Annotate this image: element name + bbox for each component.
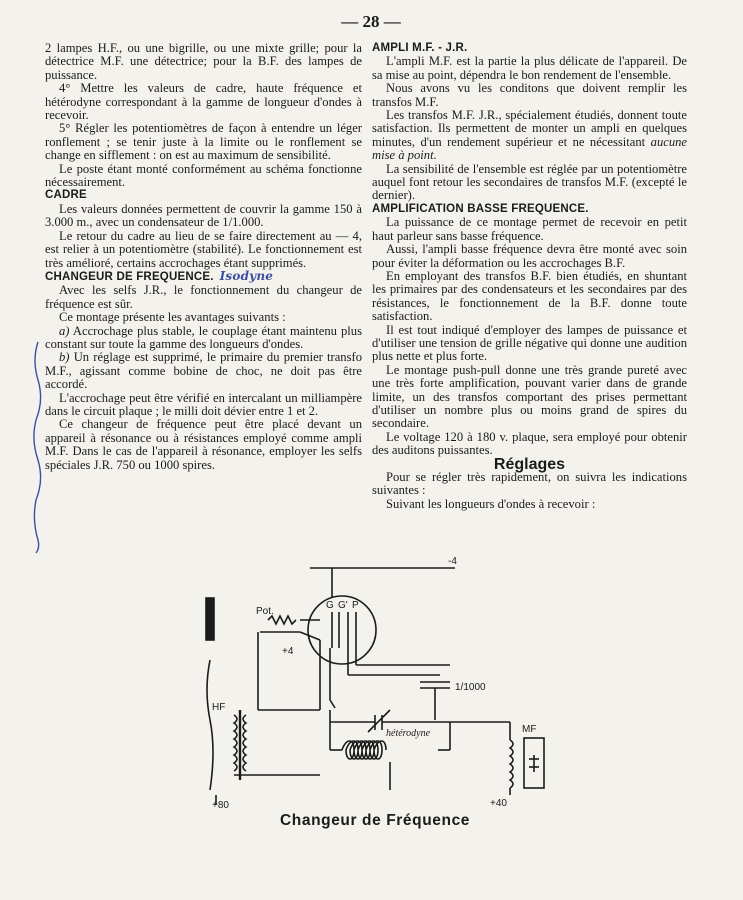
right-column <box>372 42 687 511</box>
circuit-diagram <box>150 550 570 810</box>
section-heading-ampli: AMPLI M.F. - J.R. <box>372 42 468 54</box>
paragraph <box>372 109 687 163</box>
frame-antenna <box>206 598 214 640</box>
paragraph: L'ampli M.F. est la partie la plus délicate de l'appareil. De sa mise au point, dépendra le bon rendement de l'ensemble. <box>372 54 687 82</box>
heading-text: CHANGEUR DE FREQUENCE. <box>45 270 214 283</box>
hf-coil-primary <box>234 715 237 771</box>
section-heading-reglages: Réglages <box>493 455 566 473</box>
label-hf: HF <box>212 702 226 713</box>
paragraph: Le poste étant monté conformément au schéma fonctionne nécessairement. <box>45 161 362 190</box>
paragraph: La sensibilité de l'ensemble est réglée par un potentiomètre auquel font retour les secondaires de transfos M.F. (excepté le dernier). <box>372 161 687 203</box>
paragraph: Nous avons vu les conditons que doivent remplir les transfos M.F. <box>372 81 687 109</box>
paragraph: Ce changeur de fréquence peut être placé devant un appareil à résonance ou à résistances employé comme ampli M.F. Dans le cas de l'appareil à résonance, employer les selfs spéciales J.R. 750 ou 1000 spires. <box>45 417 362 472</box>
diagram-caption: Changeur de Fréquence <box>279 812 471 829</box>
paragraph: Aussi, l'ampli basse fréquence devra être monté avec soin pour éviter la déformation ou les accrochages B.F. <box>372 242 687 270</box>
paragraph: Pour se régler très rapidement, on suivra les indications suivantes : <box>372 470 687 498</box>
list-label: a) <box>59 323 70 338</box>
paragraph: Les valeurs données permettent de couvrir la gamme 150 à 3.000 m., avec un condensateur de 1/1.000. <box>45 201 362 230</box>
paragraph: Ce montage présente les avantages suivants : <box>59 310 286 325</box>
list-label: b) <box>59 350 70 365</box>
list-item <box>45 351 362 391</box>
handwritten-bracket <box>30 340 44 555</box>
paragraph: Le voltage 120 à 180 v. plaque, sera employé pour obtenir des auditons puissantes. <box>372 429 687 458</box>
handwritten-note: Isodyne <box>219 268 274 283</box>
italic-text: aucune mise à point. <box>372 134 688 163</box>
section-heading-bf: AMPLIFICATION BASSE FREQUENCE. <box>372 202 589 215</box>
mf-coil <box>510 740 513 788</box>
label-grid-g: G <box>326 600 334 611</box>
label-minus4: -4 <box>448 556 457 567</box>
label-plate-p: P <box>352 600 359 611</box>
section-heading-cadre: CADRE <box>45 189 87 202</box>
label-mf: MF <box>522 724 537 735</box>
label-plus4: +4 <box>282 646 294 657</box>
paragraph: Le montage push-pull donne une très grande pureté avec une très forte amplification, pouvant varier dans de grande limite, un des transfos comportant des prises permettant d'utiliser un nombre plus ou moins grand de spires du secondaire. <box>372 362 687 431</box>
heterodyne-coil <box>342 741 386 759</box>
list-text: Un réglage est supprimé, le primaire du premier transfo M.F., agissant comme bobine de choc, ne doit pas être accordé. <box>45 350 362 392</box>
label-plus80: +80 <box>212 800 229 810</box>
label-plus40: +40 <box>490 798 507 809</box>
section-heading-changeur <box>45 270 362 284</box>
left-column <box>45 42 362 472</box>
label-heterodyne: hétérodyne <box>386 728 431 739</box>
paragraph: 4° Mettre les valeurs de cadre, haute fréquence et hétérodyne correspondant à la gamme de longueur d'ondes à recevoir. <box>45 81 362 123</box>
list-item <box>45 325 362 352</box>
label-pot: Pot. <box>256 606 274 617</box>
paragraph: La puissance de ce montage permet de recevoir en petit haut parleur sans basse fréquence. <box>372 215 687 243</box>
paragraph: Le retour du cadre au lieu de se faire directement au — 4, est relier à un potentiomètre (stabilité). Le fonctionnement est très amélioré, certains accrochages étant supprimés. <box>45 228 362 270</box>
label-grid-gprime: G' <box>338 600 348 611</box>
cadre-lead <box>207 660 213 790</box>
page-number: — 28 — <box>341 12 401 31</box>
potentiometer <box>268 616 296 624</box>
paragraph: 5° Régler les potentiomètres de façon à entendre un léger ronflement ; se tenir juste à la limite ou le ronflement se change en sifflement : on est au maximum de sensibilité. <box>45 121 362 163</box>
paragraph: 2 lampes H.F., ou une bigrille, ou une mixte grille; pour la détectrice M.F. une détectrice; pour la B.F. des lampes de puissance. <box>45 41 362 82</box>
paragraph: En employant des transfos B.F. bien étudiés, en shuntant les primaires par des condensateurs et les secondaires par des résistances, le fonctionnement de la B.F. donne toute satisfaction. <box>372 268 687 324</box>
hf-coil-secondary <box>243 715 246 771</box>
paragraph: Suivant les longueurs d'ondes à recevoir : <box>386 496 596 511</box>
list-text: Accrochage plus stable, le couplage étant maintenu plus constant sur toute la gamme des longueurs d'ondes. <box>45 323 362 351</box>
paragraph: L'accrochage peut être vérifié en intercalant un milliampère dans le circuit plaque ; le milli doit dévier entre 1 et 2. <box>45 390 362 418</box>
paragraph: Il est tout indiqué d'employer des lampes de puissance et d'utiliser une tension de grille négative qui donne une audition plus nette et plus forte. <box>372 322 687 364</box>
paragraph-text: Les transfos M.F. J.R., spécialement étudiés, donnent toute satisfaction. Ils permettent de monter un ampli en quelques minutes, d'un rendement supérieur et ne nécessitant <box>372 108 687 149</box>
label-capacitor: 1/1000 <box>455 682 486 693</box>
paragraph: Avec les selfs J.R., le fonctionnement du changeur de fréquence est sûr. <box>45 283 362 311</box>
